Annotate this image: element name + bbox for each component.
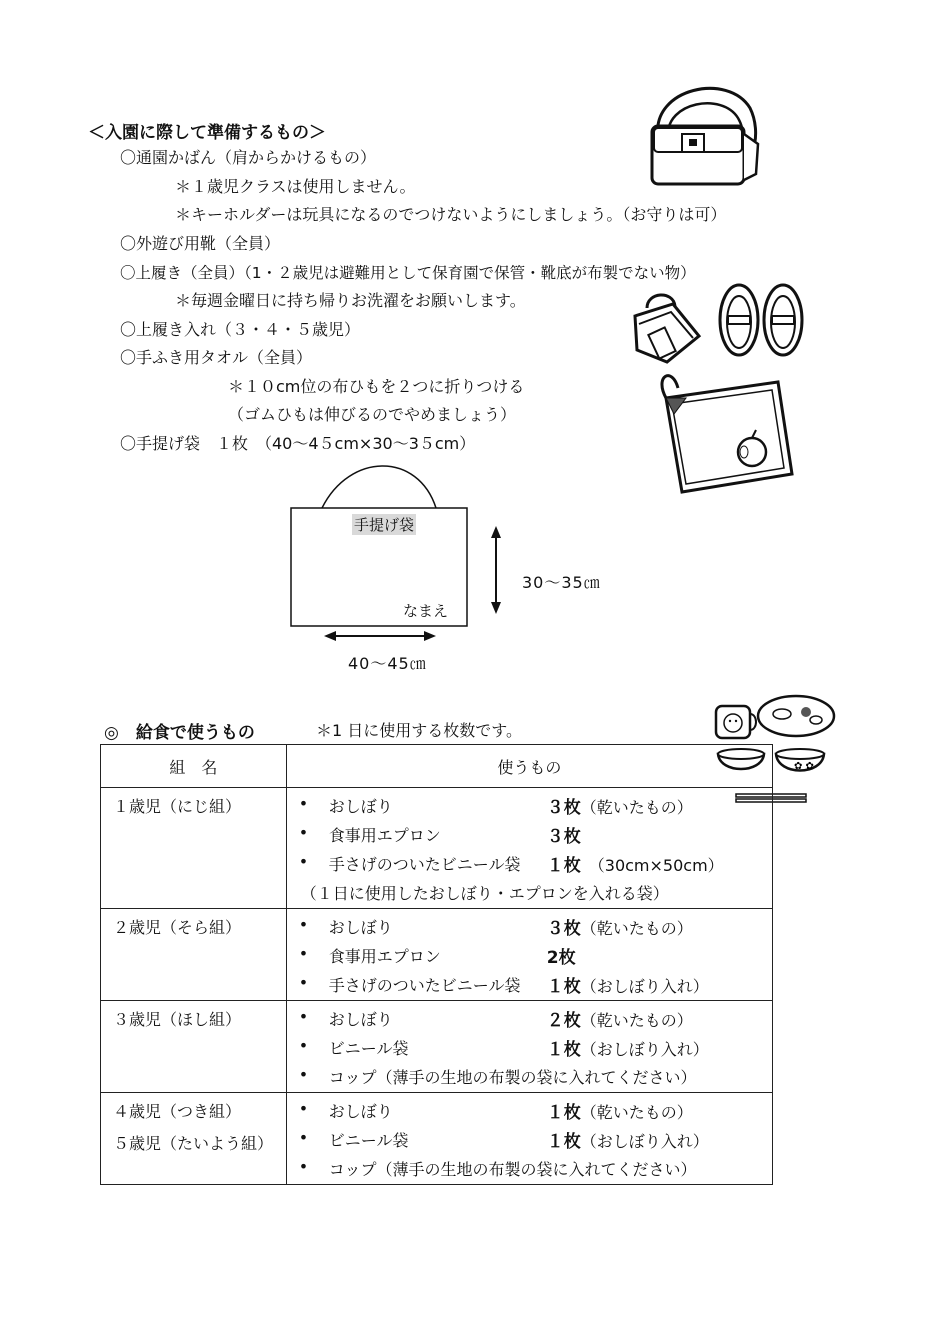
prep-line: 〇手提げ袋 １枚 （40～4５cm×30～3５cm）	[120, 434, 476, 453]
prep-line: ＊１歳児クラスは使用しません。	[175, 177, 416, 196]
item-name: おしぼり	[328, 797, 393, 816]
item-qty: ３枚	[546, 919, 581, 939]
table-row	[101, 788, 773, 909]
bullet: •	[298, 915, 309, 934]
prep-heading: ＜入園に際して準備するもの＞	[88, 123, 326, 143]
table-row	[101, 1001, 773, 1093]
item-name: ビニール袋	[328, 1131, 409, 1150]
bullet: •	[298, 973, 309, 992]
tote-bag-diagram	[280, 460, 510, 670]
bullet: •	[298, 1157, 309, 1176]
item-note: （おしぼり入れ）	[580, 1040, 709, 1059]
item-qty: １枚	[546, 1040, 581, 1060]
item-name: 食事用エプロン	[328, 826, 441, 845]
prep-line: （ゴムひもは伸びるのでやめましょう）	[228, 405, 517, 424]
bag-name-label: なまえ	[403, 602, 449, 620]
lunch-note: ＊1 日に使用する枚数です。	[316, 721, 522, 740]
col-items-header: 使うもの	[286, 745, 772, 788]
prep-line: 〇手ふき用タオル（全員）	[120, 348, 313, 367]
item-qty: 2枚	[546, 948, 576, 968]
table-header-row	[101, 745, 773, 788]
shoe-bag-icon	[627, 286, 709, 370]
item-note: （乾いたもの）	[580, 1103, 693, 1122]
col-group-header: 組 名	[101, 745, 287, 788]
item-qty: ３枚	[546, 798, 581, 818]
item-name: おしぼり	[328, 918, 393, 937]
prep-line: ＊毎週金曜日に持ち帰りお洗濯をお願いします。	[175, 291, 526, 310]
item-qty: １枚	[546, 1103, 581, 1123]
bag-width-label: 40～45㎝	[348, 654, 427, 673]
table-row	[101, 1093, 773, 1185]
bullet: •	[298, 823, 309, 842]
group-name: ４歳児（つき組）	[113, 1102, 242, 1121]
group-name: ３歳児（ほし組）	[113, 1010, 242, 1029]
bullet: •	[298, 852, 309, 871]
indoor-shoes-icon	[717, 280, 807, 364]
item-name: 手さげのついたビニール袋	[328, 976, 521, 995]
item-qty: ３枚	[546, 827, 581, 847]
bullet: •	[298, 1065, 309, 1084]
group-name: １歳児（にじ組）	[113, 797, 242, 816]
item-qty: １枚	[546, 1132, 581, 1152]
item-name: おしぼり	[328, 1102, 393, 1121]
item-name: コップ（薄手の生地の布製の袋に入れてください）	[328, 1068, 697, 1087]
item-name: 食事用エプロン	[328, 947, 441, 966]
svg-text:✿ ✿: ✿ ✿	[794, 761, 814, 772]
item-note: （乾いたもの）	[580, 919, 693, 938]
bag-label: 手提げ袋	[354, 516, 415, 534]
table-row	[101, 909, 773, 1001]
bullet: •	[298, 1128, 309, 1147]
prep-line: 〇上履き（全員）（1・２歳児は避難用として保育園で保管・靴底が布製でない物）	[120, 264, 696, 282]
item-name: コップ（薄手の生地の布製の袋に入れてください）	[328, 1160, 697, 1179]
prep-line: 〇通園かばん（肩からかけるもの）	[120, 148, 377, 167]
prep-line: 〇上履き入れ（３・４・５歳児）	[120, 320, 361, 339]
prep-line: 〇外遊び用靴（全員）	[120, 234, 281, 253]
item-note: （おしぼり入れ）	[580, 1132, 709, 1151]
item-qty: ２枚	[546, 1011, 581, 1031]
bullet: •	[298, 1036, 309, 1055]
bullet: •	[298, 1099, 309, 1118]
prep-line: ＊キーホルダーは玩具になるのでつけないようにしましょう。（お守りは可）	[175, 205, 727, 224]
item-note: （乾いたもの）	[580, 1011, 693, 1030]
item-name: 手さげのついたビニール袋	[328, 855, 521, 874]
group-name: ２歳児（そら組）	[113, 918, 242, 937]
hand-towel-icon	[652, 368, 802, 496]
group-name: ５歳児（たいよう組）	[113, 1134, 274, 1153]
lunch-table	[100, 744, 773, 1185]
item-name: ビニール袋	[328, 1039, 409, 1058]
item-qty: １枚	[546, 856, 581, 876]
prep-line: ＊１０cm位の布ひもを２つに折りつける	[228, 377, 525, 396]
item-qty: １枚	[546, 977, 581, 997]
item-note: （乾いたもの）	[580, 798, 693, 817]
item-extra: （１日に使用したおしぼり・エプロンを入れる袋）	[300, 884, 669, 903]
item-name: おしぼり	[328, 1010, 393, 1029]
shoulder-bag-icon	[640, 78, 765, 190]
item-note: （おしぼり入れ）	[580, 977, 709, 996]
item-note: （30cm×50cm）	[580, 856, 724, 875]
lunch-heading: ◎ 給食で使うもの	[104, 723, 255, 743]
bag-height-label: 30～35㎝	[522, 573, 601, 592]
bullet: •	[298, 794, 309, 813]
bullet: •	[298, 1007, 309, 1026]
bullet: •	[298, 944, 309, 963]
